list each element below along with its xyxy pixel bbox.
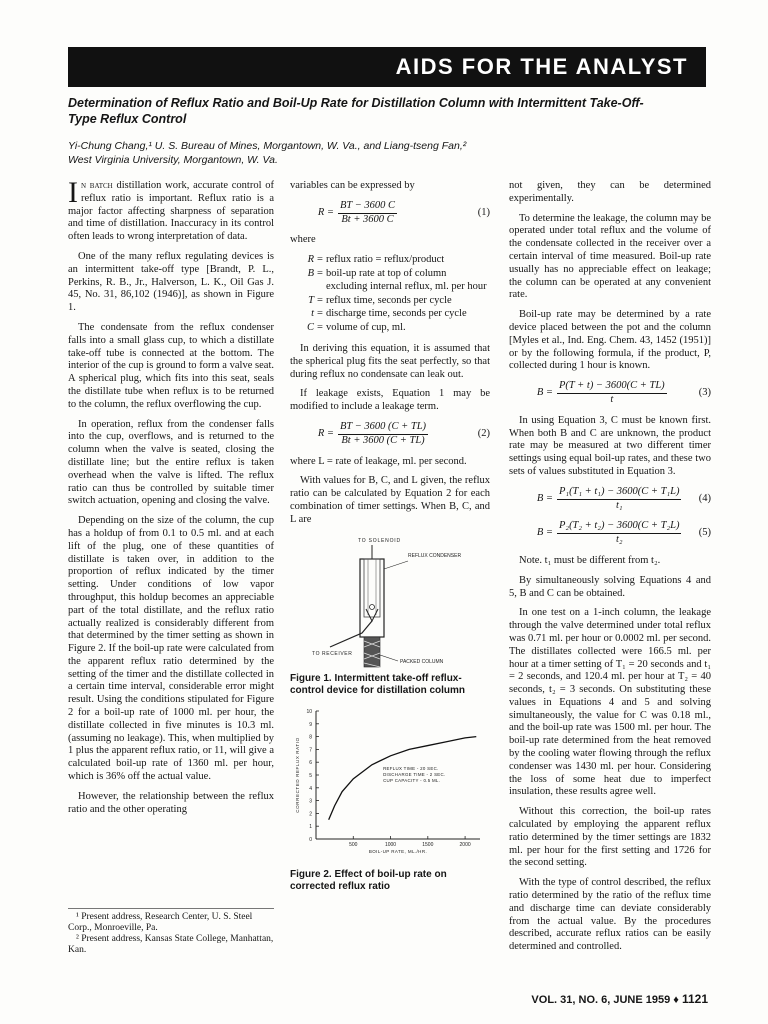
equation-fraction xyxy=(557,486,681,513)
caption-number: Figure 1. xyxy=(290,672,332,684)
paragraph: Boil-up rate may be determined by a rate device placed between the pot and the column [Myles et al., Ind. Eng. Chem. 43, 1452 (1951)] or by the following formula, if the product, P, collected during 1 hour is known. xyxy=(509,309,711,372)
definition-symbol: B xyxy=(307,267,314,279)
equation-fraction xyxy=(338,421,428,448)
authors xyxy=(68,139,708,167)
x-tick-label: 1500 xyxy=(422,841,434,848)
label-to-solenoid: TO SOLENOID xyxy=(358,537,401,544)
label-packed-column: PACKED COLUMN xyxy=(400,658,444,665)
definition-row: t = discharge time, seconds per cycle xyxy=(290,308,490,321)
y-tick-label: 5 xyxy=(309,772,312,779)
paragraph: In operation, reflux from the condenser falls into the cup, overflows, and is returned to the column when the valve is seated, closing the distillate line; but the entire reflux is taken overhead when the valve is lifted. The reflux ratio can thus be controlled by suitable timer switch actuation, opening and closing the valve. xyxy=(68,418,274,507)
equation-denominator: t₁ xyxy=(615,499,623,511)
paragraph-intro xyxy=(68,176,274,244)
reflux-device-drawing xyxy=(290,537,490,669)
figure-2-chart xyxy=(290,705,490,865)
x-tick-label: 500 xyxy=(349,841,358,848)
equation-fraction xyxy=(557,520,681,547)
equation-number: (3) xyxy=(698,387,711,399)
definition-text: discharge time, seconds per cycle xyxy=(326,308,467,320)
equation-2 xyxy=(290,421,490,448)
caption-text: Intermittent take-off reflux-control device for distillation column xyxy=(290,672,466,696)
page-footer: VOL. 31, NO. 6, JUNE 1959 ♦ 1121 xyxy=(531,992,708,1006)
figure-2-caption xyxy=(290,869,490,893)
paragraph: Without this correction, the boil-up rates calculated by employing the apparent reflux ratio determined by the timer settings are 1832 ml. per hour for the first setting and 1726 for the second setting. xyxy=(509,806,711,869)
equation-lhs: R = xyxy=(317,427,334,439)
equation-lhs: B = xyxy=(536,387,553,399)
definition-symbol: R xyxy=(307,254,314,266)
caption-text: Effect of boil-up rate on corrected reflux ratio xyxy=(290,868,447,892)
footnote-1: ¹ Present address, Research Center, U. S. Steel Corp., Monroeville, Pa. xyxy=(68,912,253,933)
boil-up-chart xyxy=(290,705,490,865)
definition-text: reflux ratio = reflux/product xyxy=(326,254,445,266)
y-tick-label: 10 xyxy=(306,708,312,715)
column-3 xyxy=(509,180,711,961)
equation-denominator: Bt + 3600 C xyxy=(341,213,394,225)
equation-lhs: B = xyxy=(536,527,553,539)
paragraph: However, the relationship between the reflux ratio and the other operating xyxy=(68,790,274,815)
authors-line-1: Yi-Chung Chang,¹ U. S. Bureau of Mines, Morgantown, W. Va., and Liang-tseng Fan,² xyxy=(68,140,467,152)
column-1 xyxy=(68,176,274,823)
y-tick-label: 8 xyxy=(309,734,312,741)
intro-text: distillation work, accurate control of reflux ratio is important. Reflux ratio is a major factor affecting sharpness of separation and time of distillation. Inaccuracy in its control often leads to wrong interpretation of data. xyxy=(68,180,274,243)
equation-numerator: P₁(T₁ + t₁) − 3600(C + T₁L) xyxy=(557,486,681,500)
journal-issue: VOL. 31, NO. 6, JUNE 1959 xyxy=(531,994,671,1006)
equation-1 xyxy=(290,200,490,227)
authors-line-2: West Virginia University, Morgantown, W. Va. xyxy=(68,154,278,166)
equation-denominator: t₂ xyxy=(615,534,623,546)
y-axis-label: CORRECTED REFLUX RATIO xyxy=(295,736,300,813)
equation-number: (4) xyxy=(698,492,711,504)
page-number: 1121 xyxy=(681,992,708,1006)
section-banner: AIDS FOR THE ANALYST xyxy=(68,47,706,87)
equation-lhs: R = xyxy=(317,206,334,218)
definition-text: volume of cup, ml. xyxy=(326,322,406,334)
equation-fraction xyxy=(557,380,667,407)
equation-denominator: Bt + 3600 (C + TL) xyxy=(341,434,425,446)
paragraph: With the type of control described, the reflux ratio determined by the ratio of the reflux time and discharge time can deviate considerably from the actual value. By the procedures described, accurate reflux ratios can be easily determined and controlled. xyxy=(509,877,711,953)
chart-annotation: DISCHARGE TIME - 2 SEC. xyxy=(383,771,446,777)
definition-row: B = boil-up rate at top of column excluding internal reflux, ml. per hour xyxy=(290,268,490,294)
paragraph: To determine the leakage, the column may be operated under total reflux and the volume of the condensate collected in the receiver over a certain interval of time measured. Boil-up rate usually has no appreciable effect on leakage; the column can be operated at any convenient rate. xyxy=(509,212,711,301)
paragraph: One of the many reflux regulating devices is an intermittent take-off type [Brandt, P. L., Perkins, R. B., Jr., Halverson, L. K., Oil Gas J. 45, No. 31, 86,102 (1946)], as shown in Figure 1. xyxy=(68,250,274,314)
equation-5 xyxy=(509,520,711,547)
caption-number: Figure 2. xyxy=(290,868,332,880)
y-tick-label: 3 xyxy=(309,798,312,805)
paragraph: In using Equation 3, C must be known first. When both B and C are unknown, the product rate may be measured at two different timer settings using equal boil-up rates, and these two sets of values substituted in Equation 3. xyxy=(509,414,711,477)
equation-numerator: BT − 3600 (C + TL) xyxy=(338,421,428,435)
y-tick-label: 1 xyxy=(309,823,312,830)
definition-symbol: T xyxy=(308,294,314,306)
y-tick-label: 0 xyxy=(309,836,312,843)
chart-annotation: CUP CAPACITY - 0.5 ML. xyxy=(383,777,441,783)
paragraph: where L = rate of leakage, ml. per second. xyxy=(290,455,467,467)
definition-text: reflux time, seconds per cycle xyxy=(326,294,452,306)
label-reflux-condenser: REFLUX CONDENSER xyxy=(408,552,462,559)
label-to-receiver: TO RECEIVER xyxy=(312,650,353,657)
footnotes xyxy=(68,908,274,956)
spherical-plug xyxy=(370,604,375,609)
definition-row: C = volume of cup, ml. xyxy=(290,322,490,335)
definition-row: R = reflux ratio = reflux/product xyxy=(290,254,490,267)
article-title: Determination of Reflux Ratio and Boil-Up Rate for Distillation Column with Intermittent Take-Off-Type Reflux Control xyxy=(68,96,644,126)
footnote-2: ² Present address, Kansas State College, Manhattan, Kan. xyxy=(68,934,274,955)
paragraph: The condensate from the reflux condenser falls into a small glass cup, to which a distillate take-off tube is connected at the bottom. The interior of the cup is ground to form a valve seat. A spherical plug, which fits into this seat, seals the distillate tube when reflux is to be returned to the column, the reflux overflowing the cup. xyxy=(68,321,274,410)
definition-text: boil-up rate at top of column excluding internal reflux, ml. per hour xyxy=(326,267,487,292)
y-tick-label: 7 xyxy=(309,746,312,753)
paragraph: not given, they can be determined experimentally. xyxy=(509,180,711,204)
equation-number: (5) xyxy=(698,527,711,539)
figure-1-caption xyxy=(290,673,490,697)
where-label: where xyxy=(290,234,316,246)
definition-symbol: t xyxy=(311,308,314,320)
drop-cap: I xyxy=(68,176,78,209)
intro-smallcaps: n batch xyxy=(81,180,113,191)
equation-numerator: BT − 3600 C xyxy=(338,200,397,214)
paragraph: By simultaneously solving Equations 4 and 5, B and C can be obtained. xyxy=(509,574,711,599)
paragraph: With values for B, C, and L given, the reflux ratio can be calculated by Equation 2 for each combination of timer settings. When B, C, and L are xyxy=(290,475,490,525)
y-tick-label: 9 xyxy=(309,721,312,728)
equation-numerator: P₂(T₂ + t₂) − 3600(C + T₂L) xyxy=(557,520,681,534)
equation-numerator: P(T + t) − 3600(C + TL) xyxy=(557,380,667,394)
equation-fraction xyxy=(338,200,397,227)
paragraph: Note. t₁ must be different from t₂. xyxy=(519,554,661,566)
definition-symbol: C xyxy=(306,322,314,334)
y-tick-label: 6 xyxy=(309,759,312,766)
equation-lhs: B = xyxy=(536,492,553,504)
paragraph: In one test on a 1-inch column, the leakage through the valve determined under total reflux was 0.71 ml. per hour or 0.0002 ml. per second. The distillates collected were 166.5 ml. per hour at a timer setting of T₁ = 20 seconds and t₁ = 2 seconds, and 120.4 ml. per hour at T₂ = 40 seconds, t₂ = 3 seconds. On substituting these values in Equations 4 and 5 and solving simultaneously, the value for C was 0.18 ml., and the boil-up rate was 1500 ml. per hour. The boil-up rate determined from the heat removed by the cooling water flowing through the reflux condenser was 1430 ml. per hour. Considering the loss of some heat due to imperfect insulation, these results agree well. xyxy=(509,607,711,798)
paragraph: If leakage exists, Equation 1 may be modified to include a leakage term. xyxy=(290,388,490,413)
condenser-inner-tube xyxy=(364,559,380,617)
y-tick-label: 4 xyxy=(309,785,312,792)
column-2 xyxy=(290,180,490,901)
definition-row: T = reflux time, seconds per cycle xyxy=(290,295,490,308)
equation-denominator: t xyxy=(610,393,614,405)
equation-3 xyxy=(509,380,711,407)
paragraph: variables can be expressed by xyxy=(290,180,415,191)
x-tick-label: 1000 xyxy=(384,841,397,848)
variable-definitions xyxy=(290,254,490,335)
equation-4 xyxy=(509,486,711,513)
paragraph: Depending on the size of the column, the cup has a holdup of from 0.1 to 0.5 ml. and at each lift of the plug, one of these quantities of distillate is taken over, in addition to the proportion of reflux indicated by the timer setting. Under conditions of low vapor throughput, this holdup becomes an appreciable part of the total distillate, and the reflux ratio actually realized is considerably different from that determined by the timer setting as shown in Figure 2. If the boil-up rate were calculated from the apparent reflux ratio determined by the setting of the timer and the distillate collected in a certain time interval, considerable error might result. Using the conditions stipulated for Figure 2 for a boil-up rate of 1000 ml. per hour, the distillate collected in five minutes is 10.3 ml. (assuming no leakage). This, when multiplied by 1 plus the apparent reflux ratio, or 11, will give a calculated boil-up rate of 1360 ml. per hour, which is 36% off the actual value. xyxy=(68,515,274,783)
equation-number: (2) xyxy=(477,427,490,439)
packed-column xyxy=(364,637,380,667)
paragraph: In deriving this equation, it is assumed that the spherical plug fits the seat perfectly, so that during reflux no condensate can leak out. xyxy=(290,342,490,380)
x-tick-label: 2000 xyxy=(459,841,471,848)
x-axis-label: BOIL-UP RATE, ML./HR. xyxy=(368,848,428,854)
equation-number: (1) xyxy=(477,206,490,218)
figure-1-diagram xyxy=(290,537,490,669)
y-tick-label: 2 xyxy=(309,810,312,817)
chart-annotation: REFLUX TIME - 20 SEC. xyxy=(383,765,439,771)
